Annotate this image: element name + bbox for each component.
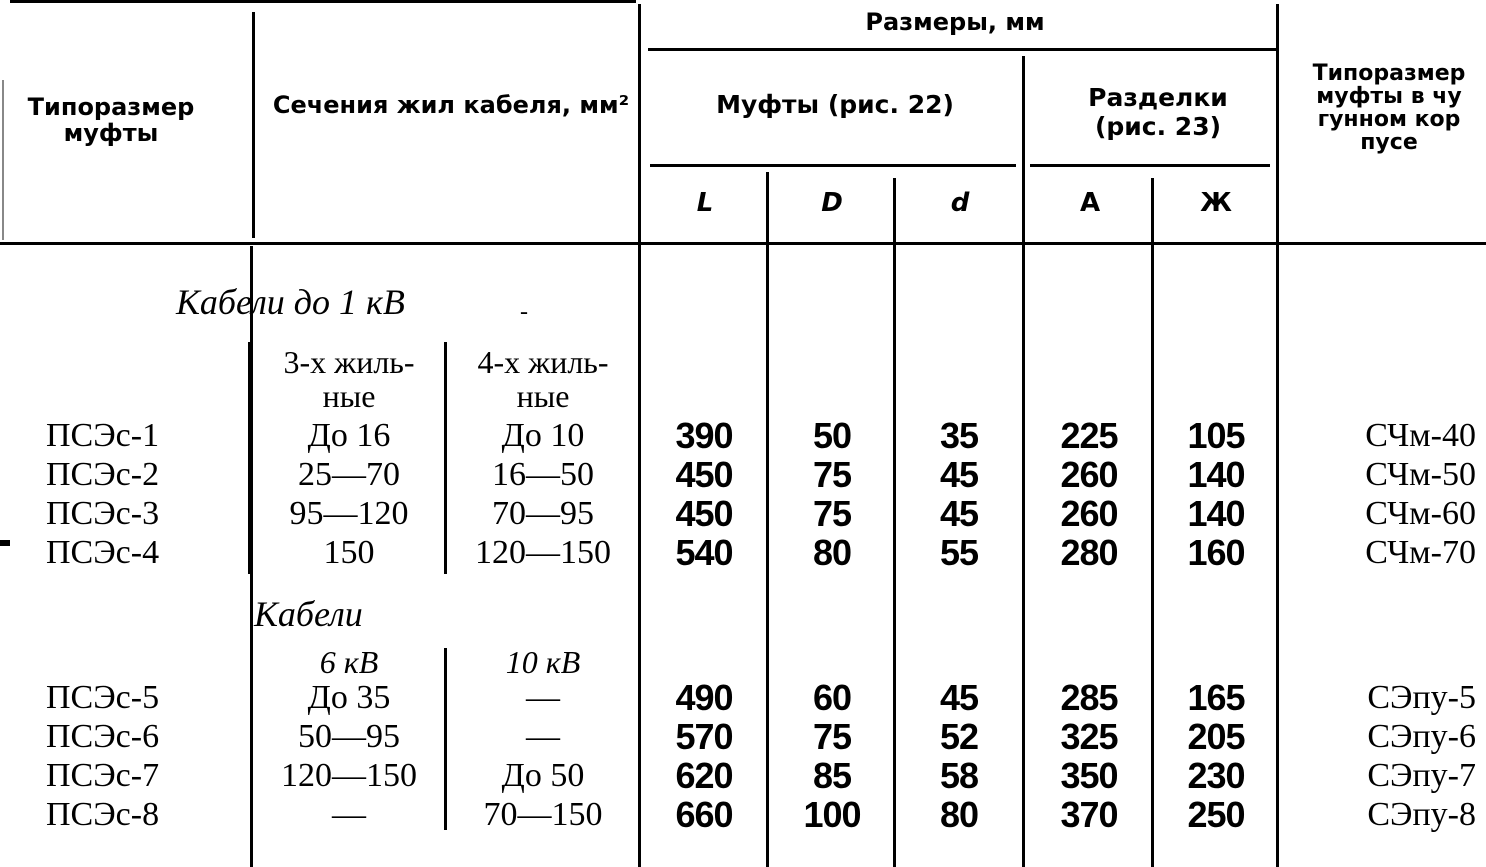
table-cell-s1: До 16 — [307, 417, 391, 454]
group1-L — [644, 416, 764, 572]
table-cell-d: 35 — [939, 415, 979, 456]
table-cell-cast: СЧм-40 — [1365, 417, 1476, 454]
table-cell-d: 55 — [939, 532, 979, 573]
table-cell-cast: СЧм-60 — [1365, 495, 1476, 532]
cast-header-line-1: Типоразмер — [1312, 61, 1466, 86]
subcol-left-group1 — [248, 342, 250, 574]
cutting-rule — [1030, 164, 1270, 167]
table-cell-L: 390 — [675, 415, 733, 456]
table-cell-Zh: 160 — [1187, 532, 1245, 573]
group1-sub2 — [448, 346, 638, 413]
table-cell-A: 285 — [1060, 677, 1118, 718]
table-cell-A: 370 — [1060, 794, 1118, 835]
table-cell-s2: До 10 — [501, 417, 585, 454]
couplings-rule — [650, 164, 1016, 167]
col-d-header: d — [950, 188, 970, 218]
table-cell-Zh: 105 — [1187, 415, 1245, 456]
col-divider-5 — [766, 172, 769, 867]
group1-s2 — [448, 416, 638, 572]
group2-sub2: 10 кВ — [505, 644, 581, 680]
col-D-header: D — [821, 188, 843, 218]
table-cell-cast: СЭпу-7 — [1367, 757, 1476, 794]
table-cell-s2: 70—95 — [492, 495, 594, 532]
group1-sub1 — [256, 346, 442, 413]
table-cell-D: 75 — [812, 493, 852, 534]
table-cell-s1: 150 — [323, 534, 375, 571]
group2-s1 — [256, 678, 442, 834]
table-cell-L: 570 — [675, 716, 733, 757]
table-cell-d: 45 — [939, 493, 979, 534]
table-cell-s1: До 35 — [307, 679, 391, 716]
table-cell-A: 280 — [1060, 532, 1118, 573]
group2-sub1: 6 кВ — [319, 644, 379, 680]
table-cell-Zh: 140 — [1187, 454, 1245, 495]
table-cell-d: 58 — [939, 755, 979, 796]
type-header: Типоразмер муфты — [27, 93, 195, 148]
table-cell-s1: — — [332, 796, 366, 833]
group2-A — [1028, 678, 1150, 834]
scan-mark — [0, 540, 10, 546]
col-Zh-header: Ж — [1200, 188, 1232, 218]
group1-title: Кабели до 1 кВ — [176, 282, 405, 322]
table-cell-name: ПСЭс-3 — [46, 495, 160, 532]
table-cell-s2: — — [526, 718, 560, 755]
table-cell-D: 75 — [812, 454, 852, 495]
table-cell-d: 80 — [939, 794, 979, 835]
col-divider-3 — [1276, 4, 1279, 867]
group1-cast — [1300, 416, 1476, 572]
table-cell-s2: До 50 — [501, 757, 585, 794]
group2-Zh — [1156, 678, 1276, 834]
table-cell-name: ПСЭс-8 — [46, 796, 160, 833]
table-cell-name: ПСЭс-6 — [46, 718, 160, 755]
subcol-left-group2 — [250, 648, 252, 830]
table-cell-d: 45 — [939, 454, 979, 495]
col-divider-6 — [893, 178, 896, 867]
col-divider-2 — [638, 4, 641, 867]
table-cell-L: 620 — [675, 755, 733, 796]
group1-names — [46, 416, 159, 572]
section-header: Сечения жил кабеля, мм² — [272, 91, 630, 119]
table-cell-A: 350 — [1060, 755, 1118, 796]
table-cell-s2: — — [526, 679, 560, 716]
subcol-divider-group2 — [444, 648, 447, 830]
table-cell-D: 85 — [812, 755, 852, 796]
col-divider-4 — [1022, 56, 1025, 867]
subcol-divider-group1 — [444, 342, 447, 574]
table-cell-Zh: 250 — [1187, 794, 1245, 835]
table-cell-cast: СЧм-50 — [1365, 456, 1476, 493]
dims-header: Размеры, мм — [865, 8, 1045, 36]
table-cell-s2: 16—50 — [492, 456, 594, 493]
col-A-header: А — [1079, 188, 1101, 218]
cast-header-line-4: пусе — [1360, 130, 1418, 156]
group1-sub2-line-2: ные — [516, 377, 570, 414]
dims-rule — [648, 48, 1276, 51]
table-cell-d: 45 — [939, 677, 979, 718]
cast-header — [1292, 62, 1486, 154]
table-cell-s2: 120—150 — [475, 534, 611, 571]
table-cell-d: 52 — [939, 716, 979, 757]
table-cell-name: ПСЭс-2 — [46, 456, 160, 493]
group2-names — [46, 678, 159, 834]
table-cell-D: 100 — [803, 794, 861, 835]
table-cell-name: ПСЭс-5 — [46, 679, 160, 716]
group1-s1 — [256, 416, 442, 572]
cast-header-line-3: гунном кор — [1317, 107, 1461, 133]
table-cell-D: 80 — [812, 532, 852, 573]
group2-d — [898, 678, 1020, 834]
decor-dash: - — [520, 299, 528, 325]
table-cell-name: ПСЭс-1 — [46, 417, 160, 454]
scan-mark — [2, 80, 4, 240]
table-cell-L: 490 — [675, 677, 733, 718]
table-cell-A: 325 — [1060, 716, 1118, 757]
table-cell-Zh: 140 — [1187, 493, 1245, 534]
table-cell-L: 450 — [675, 493, 733, 534]
group1-D — [772, 416, 892, 572]
table-cell-name: ПСЭс-4 — [46, 534, 160, 571]
col-divider-1 — [252, 12, 255, 238]
table-cell-Zh: 205 — [1187, 716, 1245, 757]
group2-s2 — [448, 678, 638, 834]
group2-D — [772, 678, 892, 834]
table-cell-cast: СЭпу-8 — [1367, 796, 1476, 833]
table-cell-s2: 70—150 — [483, 796, 603, 833]
group1-sub1-line-2: ные — [322, 377, 376, 414]
table-cell-D: 75 — [812, 716, 852, 757]
table-cell-Zh: 230 — [1187, 755, 1245, 796]
table-cell-s1: 25—70 — [298, 456, 400, 493]
table-cell-D: 50 — [812, 415, 852, 456]
table-cell-L: 660 — [675, 794, 733, 835]
group1-d — [898, 416, 1020, 572]
cutting-header: Разделки (рис. 23) — [1088, 83, 1228, 141]
group1-sub2-line-1: 4-х жиль- — [477, 344, 609, 380]
couplings-header: Муфты (рис. 22) — [716, 90, 954, 119]
table-cell-s1: 50—95 — [298, 718, 400, 755]
table-cell-A: 260 — [1060, 493, 1118, 534]
col-L-header: L — [696, 188, 714, 218]
table-cell-s1: 120—150 — [281, 757, 417, 794]
table-cell-D: 60 — [812, 677, 852, 718]
cast-header-line-2: муфты в чу — [1316, 84, 1462, 110]
group2-title: Кабели — [254, 594, 363, 634]
table-cell-cast: СЭпу-6 — [1367, 718, 1476, 755]
table-cell-L: 540 — [675, 532, 733, 573]
table-cell-Zh: 165 — [1187, 677, 1245, 718]
group2-L — [644, 678, 764, 834]
table-cell-L: 450 — [675, 454, 733, 495]
table-cell-A: 225 — [1060, 415, 1118, 456]
col-divider-7 — [1151, 178, 1154, 867]
group1-sub1-line-1: 3-х жиль- — [283, 344, 415, 380]
table-cell-name: ПСЭс-7 — [46, 757, 160, 794]
group1-A — [1028, 416, 1150, 572]
group1-Zh — [1156, 416, 1276, 572]
table-cell-cast: СЧм-70 — [1365, 534, 1476, 571]
table-top-rule — [10, 0, 636, 3]
table-cell-A: 260 — [1060, 454, 1118, 495]
table-cell-cast: СЭпу-5 — [1367, 679, 1476, 716]
header-bottom-rule — [0, 242, 1486, 245]
group2-cast — [1300, 678, 1476, 834]
table-cell-s1: 95—120 — [289, 495, 409, 532]
